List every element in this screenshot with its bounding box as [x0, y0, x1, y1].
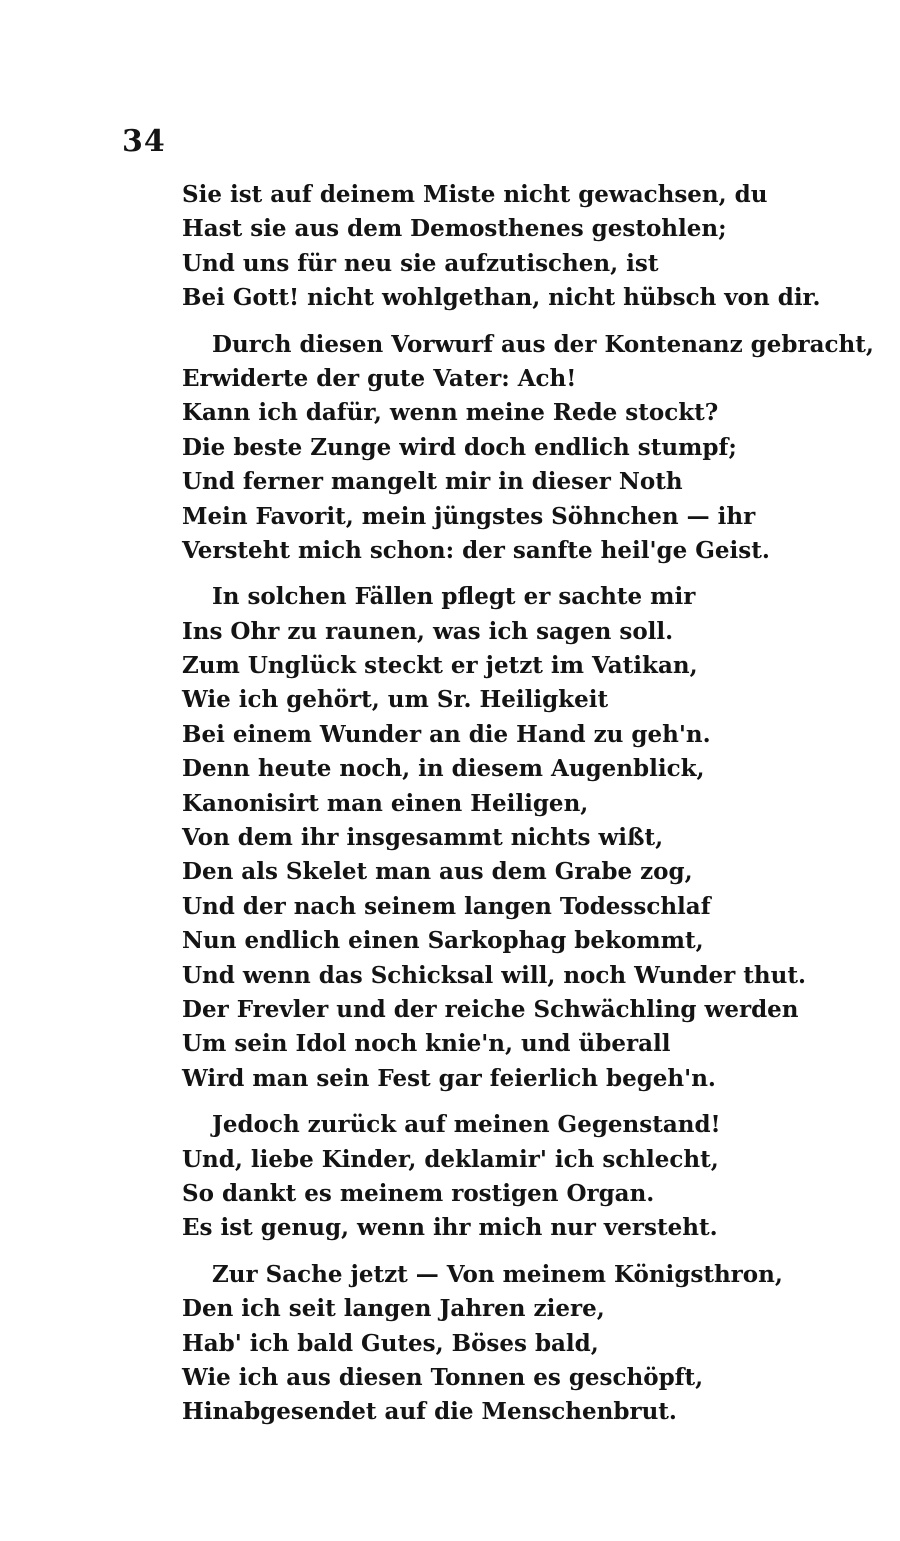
poem-line: Von dem ihr insgesammt nichts wißt,	[182, 824, 664, 852]
poem-line: Mein Favorit, mein jüngstes Söhnchen — ihr	[182, 502, 756, 530]
poem-line: Zur Sache jetzt — Von meinem Königsthron,	[212, 1260, 783, 1288]
poem-line: In solchen Fällen pflegt er sachte mir	[212, 583, 696, 611]
poem-line: Wie ich aus diesen Tonnen es geschöpft,	[182, 1363, 704, 1391]
poem-line: Bei einem Wunder an die Hand zu geh'n.	[182, 720, 711, 748]
poem-line: Zum Unglück steckt er jetzt im Vatikan,	[182, 652, 698, 680]
poem-line: Der Frevler und der reiche Schwächling werden	[182, 995, 799, 1023]
poem-line: Kanonisirt man einen Heiligen,	[182, 789, 589, 817]
poem-line: Ins Ohr zu raunen, was ich sagen soll.	[182, 617, 674, 645]
poem-line: Und ferner mangelt mir in dieser Noth	[182, 468, 683, 496]
poem-line: Hast sie aus dem Demosthenes gestohlen;	[182, 215, 727, 243]
poem-line: Den als Skelet man aus dem Grabe zog,	[182, 858, 693, 886]
poem-line: Durch diesen Vorwurf aus der Kontenanz gebracht,	[212, 330, 874, 358]
poem-line: Jedoch zurück auf meinen Gegenstand!	[212, 1111, 721, 1139]
poem-line: Versteht mich schon: der sanfte heil'ge Geist.	[182, 536, 770, 564]
poem-line: So dankt es meinem rostigen Organ.	[182, 1179, 655, 1207]
poem-line: Kann ich dafür, wenn meine Rede stockt?	[182, 399, 719, 427]
stanza-2	[182, 328, 874, 569]
poem-line: Den ich seit langen Jahren ziere,	[182, 1295, 605, 1323]
stanza-1	[182, 178, 822, 316]
page-number: 34	[122, 124, 166, 159]
poem-line: Es ist genug, wenn ihr mich nur versteht.	[182, 1214, 718, 1242]
poem-line: Um sein Idol noch knie'n, und überall	[182, 1030, 671, 1058]
poem-line: Denn heute noch, in diesem Augenblick,	[182, 755, 705, 783]
poem-line: Hinabgesendet auf die Menschenbrut.	[182, 1398, 677, 1426]
poem-line: Hab' ich bald Gutes, Böses bald,	[182, 1329, 599, 1357]
poem-text	[182, 178, 874, 1442]
poem-line: Bei Gott! nicht wohlgethan, nicht hübsch von dir.	[182, 284, 821, 312]
stanza-3	[182, 580, 822, 1096]
poem-line: Sie ist auf deinem Miste nicht gewachsen, du	[182, 181, 768, 208]
stanza-5	[182, 1258, 822, 1430]
poem-line: Erwiderte der gute Vater: Ach!	[182, 364, 577, 392]
poem-line: Und wenn das Schicksal will, noch Wunder thut.	[182, 961, 807, 989]
poem-line: Und der nach seinem langen Todesschlaf	[182, 892, 711, 920]
poem-line: Und, liebe Kinder, deklamir' ich schlecht,	[182, 1145, 719, 1173]
poem-line: Wird man sein Fest gar feierlich begeh'n.	[182, 1064, 716, 1092]
poem-line: Nun endlich einen Sarkophag bekommt,	[182, 927, 704, 955]
poem-line: Und uns für neu sie aufzutischen, ist	[182, 249, 659, 277]
poem-line: Wie ich gehört, um Sr. Heiligkeit	[182, 686, 609, 714]
stanza-4	[182, 1108, 822, 1246]
poem-line: Die beste Zunge wird doch endlich stumpf;	[182, 433, 737, 461]
